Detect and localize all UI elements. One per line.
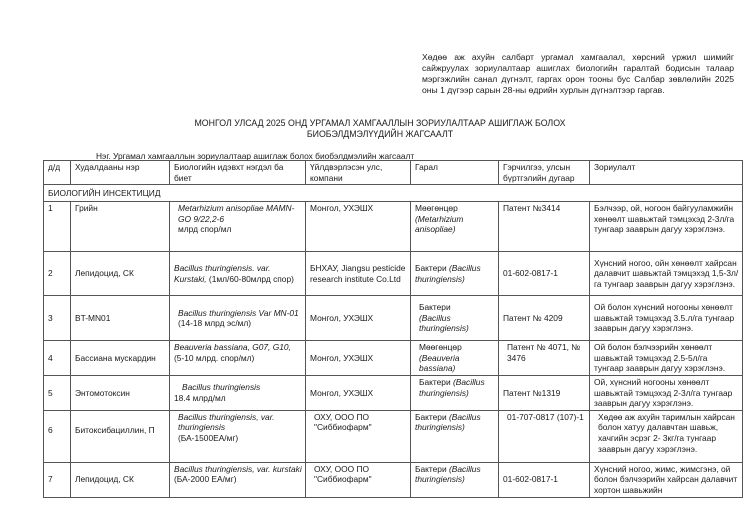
table-row	[44, 202, 743, 252]
origin-latin: (Bacillus thuringiensis)	[415, 263, 481, 284]
agent-latin: Bacillus thuringiensis, var. thuringiensis	[178, 411, 275, 433]
row-no: 5	[44, 375, 71, 410]
header-origin: Гарал	[411, 161, 499, 185]
row-certificate: Патент №1319	[499, 375, 590, 410]
row-origin	[411, 341, 499, 376]
origin-type: Мөөгөнцөр	[419, 342, 462, 353]
origin-type: Бактери	[415, 263, 447, 274]
section-row	[44, 185, 743, 202]
table-row	[44, 375, 743, 410]
row-producer: Монгол, УХЭШХ	[306, 375, 411, 410]
row-trade-name: Грийн	[71, 202, 170, 252]
row-trade-name: Энтомотоксин	[71, 375, 170, 410]
agent-latin: Bacillus thuringiensis, var. kurstaki	[174, 463, 302, 474]
agent-latin: Bacillus thuringiensis Var MN-01	[178, 307, 299, 318]
origin-latin: (Beauveria bassiana)	[419, 352, 460, 374]
title-line-2: БИОБЭЛДМЭЛҮҮДИЙН ЖАГСААЛТ	[306, 129, 454, 139]
agent-dose: (1мл/60-80млрд спор)	[208, 273, 294, 284]
row-no: 2	[44, 252, 71, 296]
agent-dose: (БА-1500ЕА/мг)	[178, 432, 239, 443]
header-trade-name: Худалдааны нэр	[71, 161, 170, 185]
row-purpose: Хүнсний ногоо, ойн хөнөөлт хайрсан далавчит шавьжтай тэмцэхэд 1,5-3л/га тунгаар зааврын дагуу хэрэглэнэ.	[590, 252, 743, 296]
row-purpose: Ой, хүнсний ногооны хөнөөлт шавьжтай тэмцэхэд 2-3л/га тунгаар зааврын дагуу хэрэглэнэ.	[590, 375, 743, 410]
agent-latin: Bacillus thuringiensis. var. Kurstaki,	[174, 263, 271, 284]
row-no: 4	[44, 341, 71, 376]
row-origin	[411, 462, 499, 497]
row-certificate: Патент № 4209	[499, 296, 590, 341]
row-active-agent	[170, 462, 306, 497]
row-trade-name: Лепидоцид, СК	[71, 252, 170, 296]
agent-latin: Bacillus thuringiensis	[182, 382, 261, 393]
agent-dose: (БА-2000 ЕА/мг)	[174, 474, 237, 485]
row-no: 3	[44, 296, 71, 341]
table-header-row	[44, 161, 743, 185]
row-producer: ОХУ, ООО ПО "Сиббиофарм"	[306, 462, 411, 497]
origin-type: Бактери	[419, 302, 451, 313]
origin-type: Бактери	[415, 463, 447, 474]
header-no: д/д	[44, 161, 71, 185]
table-row	[44, 462, 743, 497]
origin-latin: (Bacillus thuringiensis)	[419, 312, 469, 334]
row-origin	[411, 296, 499, 341]
origin-latin: (Bacillus thuringiensis)	[415, 411, 481, 433]
row-producer: Монгол, УХЭШХ	[306, 202, 411, 252]
title-line-1: МОНГОЛ УЛСАД 2025 ОНД УРГАМАЛ ХАМГААЛЛЫН ЗОРИУЛАЛТААР АШИГЛАЖ БОЛОХ	[194, 118, 566, 128]
row-origin	[411, 375, 499, 410]
agent-dose: млрд спор/мл	[178, 224, 232, 235]
row-producer: Монгол, УХЭШХ	[306, 296, 411, 341]
agent-latin: Beauveria bassiana, G07, G10,	[174, 342, 291, 353]
biopesticide-table	[43, 160, 743, 498]
row-producer: Монгол, УХЭШХ	[306, 341, 411, 376]
row-purpose: Ой болон бэлчээрийн хөнөөлт шавьжтай тэмцэхэд 2.5-5л/га тунгаар зааврын дагуу хэрэглэнэ.	[590, 341, 743, 376]
section-label: БИОЛОГИЙН ИНСЕКТИЦИД	[44, 185, 743, 202]
row-no: 7	[44, 462, 71, 497]
agent-dose: 18.4 млрд/мл	[174, 392, 226, 403]
intro-paragraph: Хөдөө аж ахуйн салбарт ургамал хамгаалал, хөрсний үржил шимийг сайжруулах зориулалтаар ашиглах биологийн гаралтай бодисын талаар мэргэжлийн санал дүгнэлт, гаргах орон тооны бус Салбар зөвлөлийн 2025 оны 1 дүгээр сарын 28-ны өдрийн хурлын дүгнэлтээр гаргав.	[422, 52, 734, 95]
row-active-agent	[170, 252, 306, 296]
origin-latin: (Metarhizium anisopliae)	[415, 213, 464, 235]
row-purpose: Бэлчээр, ой, ногоон байгууламжийн хөнөөлт шавьжтай тэмцэхэд 2-3л/га тунгаар зааврын дагуу хэрэглэнэ.	[590, 202, 743, 252]
row-certificate: 01-707-0817 (107)-1	[499, 410, 590, 462]
row-origin	[411, 202, 499, 252]
row-producer: ОХУ, ООО ПО "Сиббиофарм"	[306, 410, 411, 462]
table-row	[44, 410, 743, 462]
header-purpose: Зориулалт	[590, 161, 743, 185]
row-active-agent	[170, 341, 306, 376]
row-purpose: Ой болон хүнсний ногооны хөнөөлт шавьжтай тэмцэхэд 3.5.л/га тунгаар зааврын дагуу хэрэглэнэ.	[590, 296, 743, 341]
table-row	[44, 341, 743, 376]
agent-dose: (5-10 млрд. спор/мл)	[174, 352, 255, 363]
table-row	[44, 252, 743, 296]
row-origin	[411, 410, 499, 462]
row-trade-name: BT-MN01	[71, 296, 170, 341]
agent-dose: (14-18 млрд эс/мл)	[178, 318, 252, 329]
header-producer: Үйлдвэрлэсэн улс, компани	[306, 161, 411, 185]
row-trade-name: Бассиана мускардин	[71, 341, 170, 376]
row-active-agent	[170, 296, 306, 341]
row-purpose: Хүнсний ногоо, жимс, жимсгэнэ, ой болон бэлчээрийн хайрсан далавчит хортон шавьжийн	[590, 462, 743, 497]
table-caption: Нэг. Ургамал хамгааллын зориулалтаар ашиглаж болох биобэлдмэлийн жагсаалт	[96, 151, 415, 161]
row-certificate: Патент № 4071, № 3476	[499, 341, 590, 376]
origin-latin: (Bacillus thuringiensis)	[415, 463, 481, 485]
row-no: 6	[44, 410, 71, 462]
row-trade-name: Лепидоцид, СК	[71, 462, 170, 497]
header-active-agent: Биологийн идэвхт нэгдэл ба биет	[170, 161, 306, 185]
origin-type: Бактери	[419, 376, 451, 387]
origin-latin: (Bacillus thuringiensis)	[419, 376, 485, 398]
row-purpose: Хөдөө аж ахуйн таримлын хайрсан болон хатуу далавчтан шавьж, хачгийн эсрэг 2- 3кг/га тунгаар зааврын дагуу хэрэглэнэ.	[590, 410, 743, 462]
row-no: 1	[44, 202, 71, 252]
row-certificate: 01-602-0817-1	[499, 462, 590, 497]
row-producer: БНХАУ, Jiangsu pesticide research institute Co.Ltd	[306, 252, 411, 296]
row-active-agent	[170, 410, 306, 462]
row-active-agent	[170, 202, 306, 252]
origin-type: Мөөгөнцөр	[415, 203, 458, 214]
row-active-agent	[170, 375, 306, 410]
row-certificate: 01-602-0817-1	[499, 252, 590, 296]
row-trade-name: Битоксибациллин, П	[71, 410, 170, 462]
header-certificate: Гэрчилгээ, улсын бүртгэлийн дугаар	[499, 161, 590, 185]
row-certificate: Патент №3414	[499, 202, 590, 252]
document-title	[160, 118, 600, 140]
agent-latin: Metarhizium anisopliae MAMN-GO 9/22,2-6	[178, 203, 295, 224]
origin-type: Бактери	[415, 411, 447, 422]
row-origin	[411, 252, 499, 296]
table-row	[44, 296, 743, 341]
